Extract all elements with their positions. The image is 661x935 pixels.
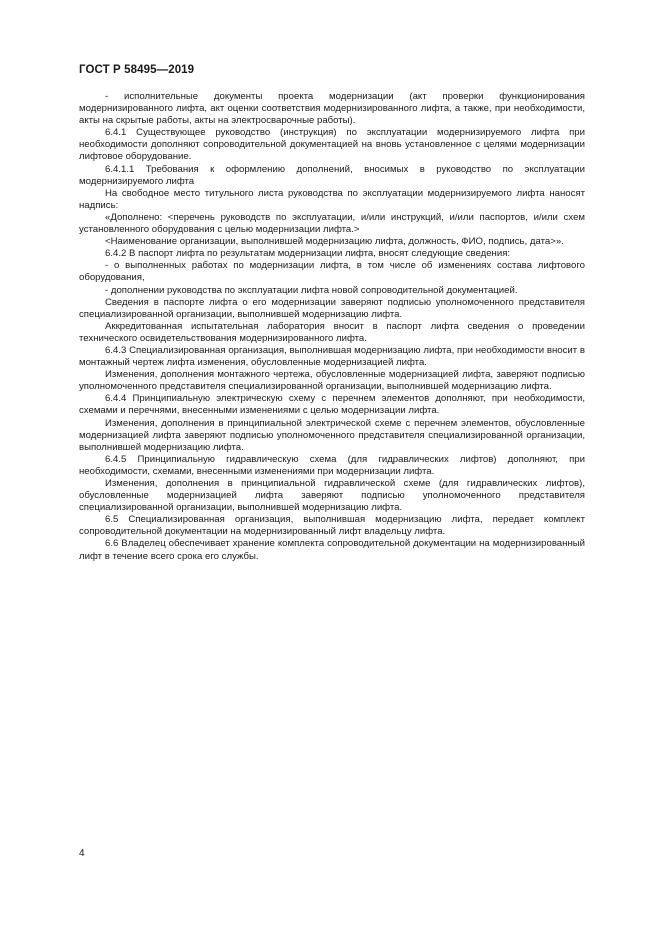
paragraph-6-4-1-1: 6.4.1.1 Требования к оформлению дополнений, вносимых в руководство по эксплуатации модернизируемого лифта (79, 163, 585, 187)
list-item-performed-work: - о выполненных работах по модернизации лифта, в том числе об изменениях состава лифтового оборудования, (79, 260, 585, 284)
paragraph-6-4-2: 6.4.2 В паспорт лифта по результатам модернизации лифта, вносят следующие сведения: (105, 248, 511, 260)
paragraph-supplemented: «Дополнено: <перечень руководств по эксплуатации, и/или инструкций, и/или паспортов, и/или схем установленного оборудования с целью модернизации лифта.> (79, 211, 585, 236)
list-item-manual-supplement: - дополнении руководства по эксплуатации лифта новой сопроводительной документацией. (105, 284, 518, 296)
paragraph-hydraulic-scheme-changes: Изменения, дополнения в принципиальной гидравлической схеме (для гидравлических лифтов), обусловленные модернизацией лифта заверяют подписью уполномоченного представителя специализированной организации, выполнившей модернизацию лифта. (79, 478, 585, 514)
paragraph-organization-name: <Наименование организации, выполнившей модернизацию лифта, должность, ФИО, подпись, дата>». (105, 236, 564, 248)
paragraph-6-4-1: 6.4.1 Существующее руководство (инструкция) по эксплуатации модернизируемого лифта при необходимости дополняют сопроводительной документацией на вновь установленное с целями модернизации лифтовое оборудование. (79, 127, 585, 163)
paragraph-6-6: 6.6 Владелец обеспечивает хранение комплекта сопроводительной документации на модернизированный лифт в течение всего срока его службы. (79, 538, 585, 562)
paragraph-mounting-drawing-changes: Изменения, дополнения монтажного чертежа, обусловленные модернизацией лифта, заверяют подписью уполномоченного представителя специализированной организации, выполнившей модернизацию лифта. (79, 369, 585, 393)
paragraph-6-5: 6.5 Специализированная организация, выполнившая модернизацию лифта, передает комплект сопроводительной документации на модернизированный лифт владельцу лифта. (79, 514, 585, 538)
paragraph-executive-documents: - исполнительные документы проекта модернизации (акт проверки функционирования модернизированного лифта, акт оценки соответствия модернизированного лифта, а также, при необходимости, акты на скрытые работы, акты на электросварочные работы). (79, 91, 585, 127)
paragraph-6-4-5: 6.4.5 Принципиальную гидравлическую схема (для гидравлических лифтов) дополняют, при необходимости, схемами, внесенными изменениями при модернизации лифта. (79, 453, 585, 477)
paragraph-title-sheet: На свободное место титульного листа руководства по эксплуатации модернизируемого лифта наносят надпись: (79, 187, 585, 211)
paragraph-6-4-3: 6.4.3 Специализированная организация, выполнившая модернизацию лифта, при необходимости вносит в монтажный чертеж лифта изменения, обусловленные модернизацией лифта. (79, 344, 585, 369)
document-body (79, 91, 585, 563)
page-number: 4 (79, 848, 85, 859)
paragraph-passport-info: Сведения в паспорте лифта о его модернизации заверяют подписью уполномоченного представителя специализированной организации, выполнившей модернизацию лифта. (79, 296, 585, 320)
standard-header: ГОСТ Р 58495—2019 (79, 64, 195, 76)
paragraph-6-4-4: 6.4.4 Принципиальную электрическую схему с перечнем элементов дополняют, при необходимости, схемами и перечнями, внесенными изменениями с целью модернизации лифта. (79, 393, 585, 417)
paragraph-electrical-scheme-changes: Изменения, дополнения в принципиальной электрической схеме с перечнем элементов, обусловленные модернизацией лифта заверяют подписью уполномоченного представителя специализированной организации, выполнившей модернизацию лифта. (79, 417, 585, 453)
paragraph-accredited-lab: Аккредитованная испытательная лаборатория вносит в паспорт лифта сведения о проведении технического освидетельствования модернизированного лифта. (79, 320, 585, 344)
